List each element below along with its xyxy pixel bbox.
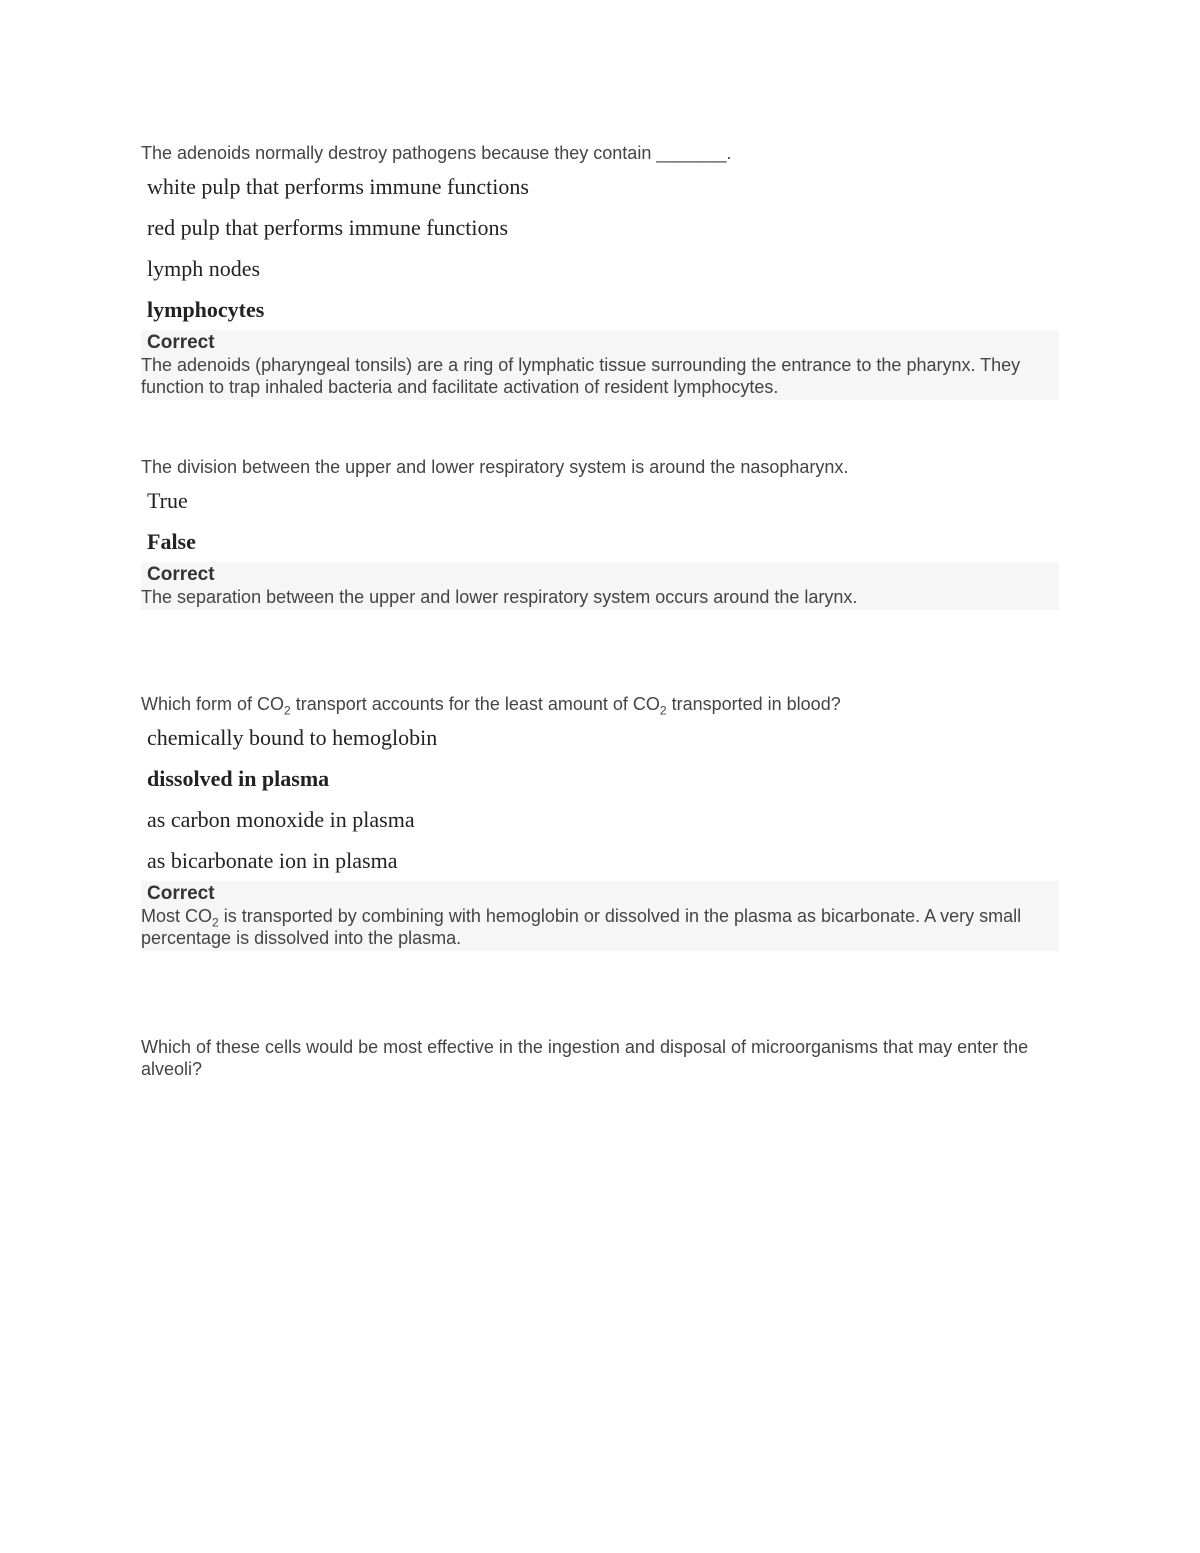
question-3 <box>141 693 1059 951</box>
answer-option-selected[interactable]: False <box>147 529 196 554</box>
question-prompt: The adenoids normally destroy pathogens because they contain _______. <box>141 143 732 163</box>
answer-option-selected[interactable]: lymphocytes <box>147 297 265 322</box>
answer-option[interactable]: True <box>147 488 188 513</box>
question-prompt: The division between the upper and lower respiratory system is around the nasopharynx. <box>141 457 849 477</box>
feedback-title: Correct <box>147 883 215 904</box>
answer-option[interactable]: as carbon monoxide in plasma <box>147 807 415 832</box>
question-2 <box>141 456 1059 610</box>
feedback-text: The adenoids (pharyngeal tonsils) are a ring of lymphatic tissue surrounding the entrance to the pharynx. They function to trap inhaled bacteria and facilitate activation of resident lymphocytes. <box>141 355 1021 397</box>
answer-option[interactable]: as bicarbonate ion in plasma <box>147 848 398 873</box>
answer-option[interactable]: lymph nodes <box>147 256 261 281</box>
question-4 <box>141 1036 1059 1080</box>
answer-options <box>141 480 1059 562</box>
answer-option[interactable]: white pulp that performs immune functions <box>147 174 529 199</box>
answer-option[interactable]: chemically bound to hemoglobin <box>147 725 438 750</box>
feedback-box <box>141 562 1059 610</box>
feedback-title: Correct <box>147 564 215 585</box>
answer-options <box>141 717 1059 881</box>
question-prompt: Which of these cells would be most effective in the ingestion and disposal of microorganisms that may enter the alveoli? <box>141 1037 1029 1079</box>
feedback-box <box>141 330 1059 400</box>
answer-option[interactable]: red pulp that performs immune functions <box>147 215 509 240</box>
feedback-box <box>141 881 1059 951</box>
answer-option-selected[interactable]: dissolved in plasma <box>147 766 330 791</box>
answer-options <box>141 166 1059 330</box>
feedback-title: Correct <box>147 332 215 353</box>
question-prompt: Which form of $CO_2$ transport accounts for the least amount of $CO_2$ transported in blood? <box>141 694 841 718</box>
feedback-text: Most $CO_2$ is transported by combining with hemoglobin or dissolved in the plasma as bicarbonate. A very small percentage is dissolved into the plasma. <box>141 906 1022 948</box>
feedback-text: The separation between the upper and lower respiratory system occurs around the larynx. <box>141 587 858 607</box>
question-1 <box>141 142 1059 400</box>
